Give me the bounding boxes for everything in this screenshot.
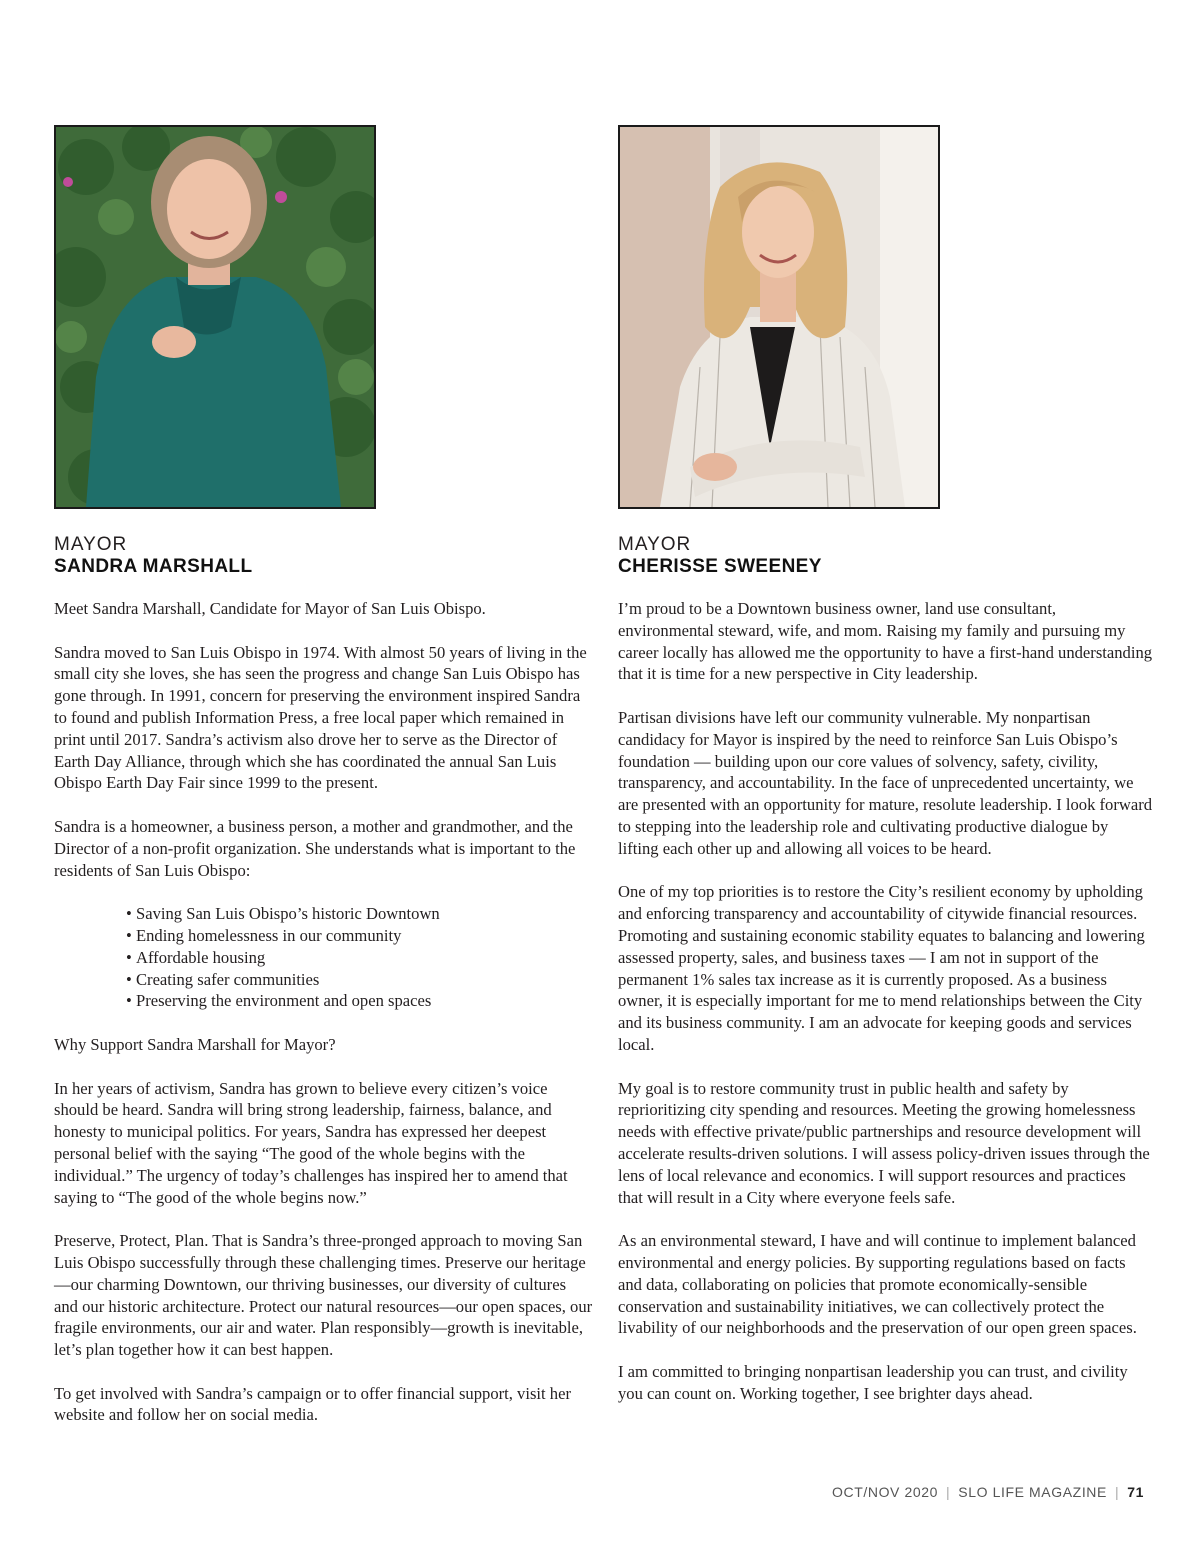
page-number: 71 [1127,1484,1144,1500]
priority-item: • Creating safer communities [126,969,594,991]
footer-separator: | [1114,1484,1120,1500]
portrait-illustration-right [620,127,938,507]
priority-item: • Ending homelessness in our community [126,925,594,947]
footer-magazine: SLO LIFE MAGAZINE [958,1484,1107,1500]
candidate-bio-left [54,598,594,1426]
candidate-photo-cherisse-sweeney [618,125,940,509]
priority-item: • Affordable housing [126,947,594,969]
candidate-name-left: SANDRA MARSHALL [54,556,253,577]
candidate-bio-right [618,598,1153,1404]
priorities-list [54,903,594,1012]
candidate-column-left [54,125,594,1448]
bio-paragraph: Sandra is a homeowner, a business person, a mother and grandmother, and the Director of a non-profit organization. She understands what is important to the residents of San Luis Obispo: [54,816,576,880]
candidate-photo-sandra-marshall [54,125,376,509]
bio-paragraph: I am committed to bringing nonpartisan leadership you can trust, and civility you can count on. Working together, I see brighter days ahead. [618,1361,1128,1403]
footer-issue: OCT/NOV 2020 [832,1484,939,1500]
bio-paragraph: One of my top priorities is to restore the City’s resilient economy by upholding and enforcing transparency and accountability of citywide financial resources. Promoting and sustaining economic stability equates to balancing and lowering assessed property, sales, and business taxes — I am not in support of the permanent 1% sales tax increase as it is currently proposed. As a business owner, it is especially important for me to mend relationships between the City and its business community. I am an advocate for keeping goods and services local. [618,882,1145,1054]
bio-paragraph: Preserve, Protect, Plan. That is Sandra’s three-pronged approach to moving San Luis Obispo successfully through these challenging times. Preserve our heritage—our charming Downtown, our thriving businesses, our diversity of cultures and our historic architecture. Protect our natural resources—our open spaces, our fragile environments, our air and water. Plan responsibly—growth is inevitable, let’s plan together how it can best happen. [54,1231,593,1360]
candidate-column-right [618,125,1153,1426]
bio-paragraph: Meet Sandra Marshall, Candidate for Mayor of San Luis Obispo. [54,599,486,618]
priority-item: • Preserving the environment and open spaces [126,990,594,1012]
bio-paragraph: Sandra moved to San Luis Obispo in 1974. With almost 50 years of living in the small city she loves, she has seen the progress and change San Luis Obispo has gone through. In 1991, concern for preserving the environment inspired Sandra to found and publish Information Press, a free local paper which remained in print until 2017. Sandra’s activism also drove her to serve as the Director of Earth Day Alliance, through which she has coordinated the annual San Luis Obispo Earth Day Fair since 1999 to the present. [54,642,587,793]
page-footer [832,1484,1144,1500]
candidate-role-right: MAYOR [618,534,692,555]
bio-paragraph: My goal is to restore community trust in public health and safety by reprioritizing city spending and resources. Meeting the growing homelessness needs with effective private/public partnerships and resource development will accelerate results-driven solutions. I will assess policy-driven issues through the lens of local relevance and economics. I will support resources and practices that will result in a City where everyone feels safe. [618,1078,1150,1207]
priority-item: • Saving San Luis Obispo’s historic Downtown [126,903,594,925]
bio-paragraph: In her years of activism, Sandra has grown to believe every citizen’s voice should be heard. Sandra will bring strong leadership, fairness, balance, and honesty to municipal politics. For years, Sandra has expressed her deepest personal belief with the saying “The good of the whole begins with the individual.” The urgency of today’s challenges has inspired her to amend that saying to “The good of the whole begins now.” [54,1078,568,1207]
footer-separator: | [946,1484,951,1500]
portrait-illustration-left [56,127,374,507]
bio-paragraph: As an environmental steward, I have and will continue to implement balanced environmental and energy policies. By supporting regulations based on facts and data, collaborating on policies that promote economically-sensible conservation and sustainability initiatives, we can collectively protect the livability of our neighborhoods and the preservation of our open green spaces. [618,1231,1137,1338]
bio-paragraph: Partisan divisions have left our community vulnerable. My nonpartisan candidacy for Mayor is inspired by the need to reinforce San Luis Obispo’s foundation — building upon our core values of solvency, safety, civility, transparency, and accountability. In the face of unprecedented uncertainty, we are presented with an opportunity for mature, resolute leadership. I look forward to stepping into the leadership role and cultivating productive dialogue by lifting each other up and allowing all voices to be heard. [618,707,1153,858]
bio-paragraph: To get involved with Sandra’s campaign or to offer financial support, visit her website and follow her on social media. [54,1383,571,1425]
candidate-name-right: CHERISSE SWEENEY [618,556,822,577]
candidate-role-left: MAYOR [54,534,128,555]
bio-paragraph: I’m proud to be a Downtown business owner, land use consultant, environmental steward, wife, and mom. Raising my family and pursuing my career locally has allowed me the opportunity to have a first-hand understanding that it is time for a new perspective in City leadership. [618,599,1153,684]
bio-subheading: Why Support Sandra Marshall for Mayor? [54,1034,336,1054]
